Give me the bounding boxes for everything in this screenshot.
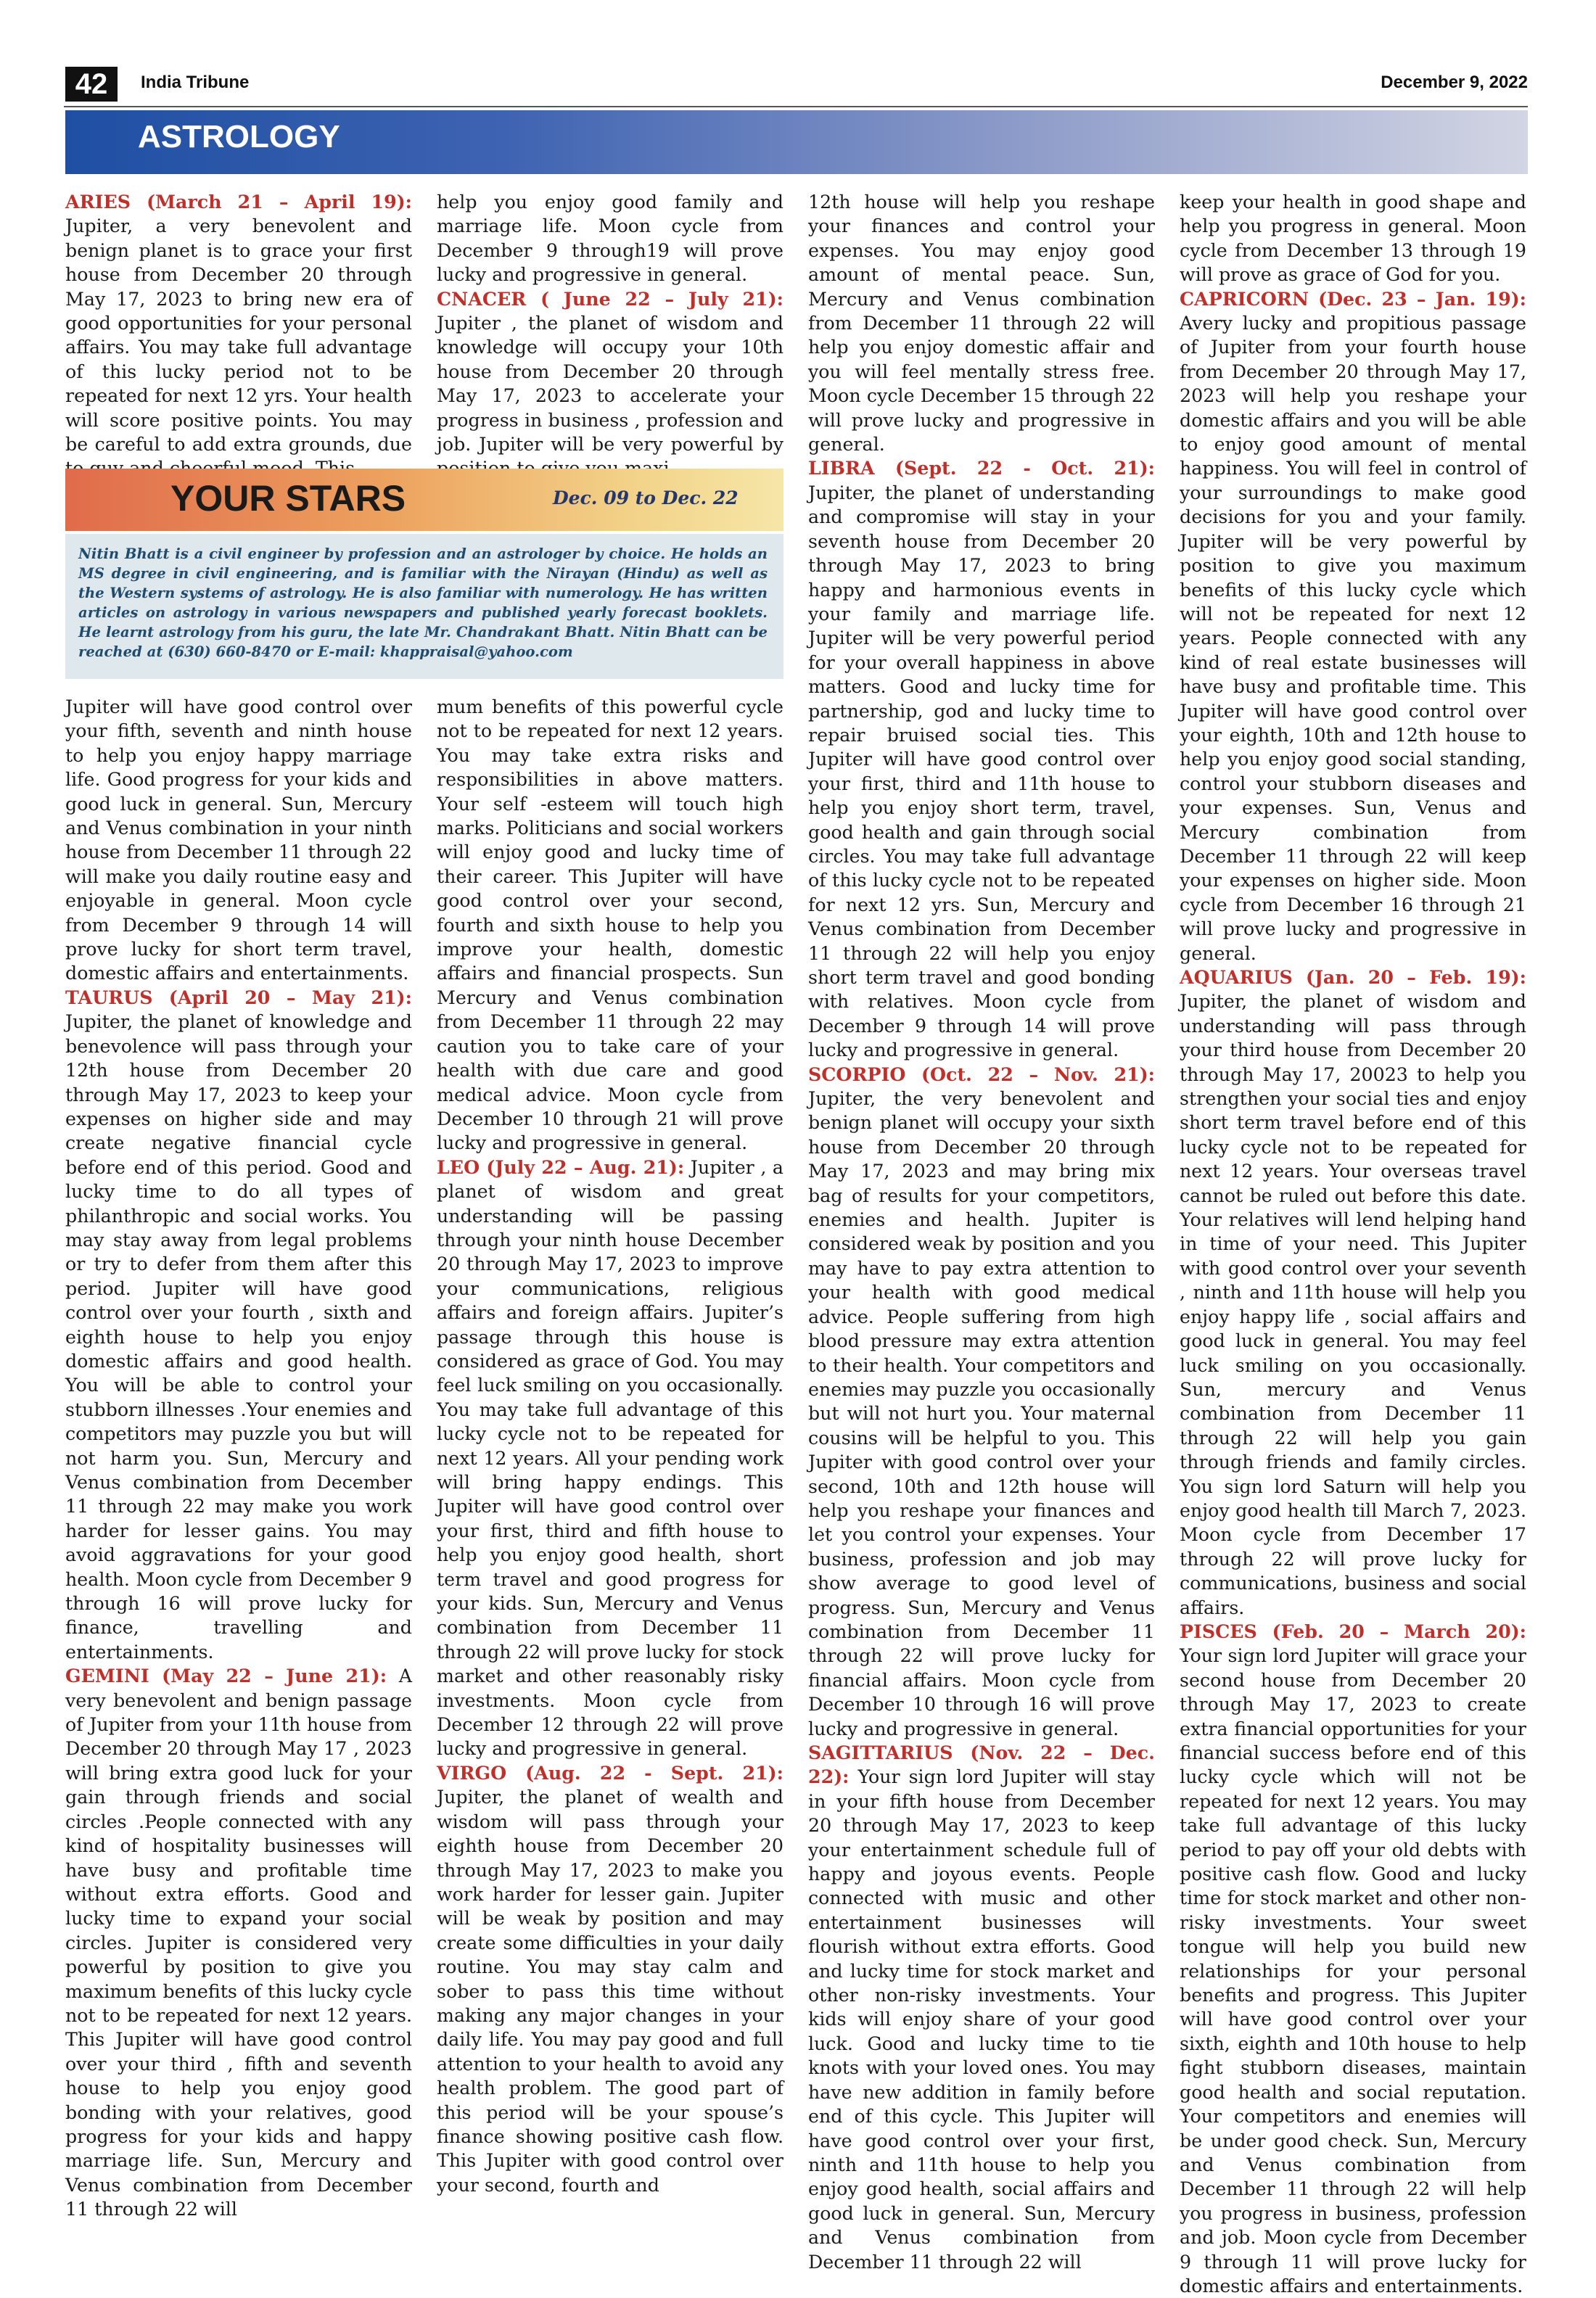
horoscope-text: help you enjoy good family and marriage life. Moon cycle from December 9 through19 will prove lucky and progressive in general. xyxy=(437,192,783,286)
sign-heading: GEMINI (May 22 – June 21): xyxy=(65,1665,387,1687)
horoscope-text: Jupiter, the very benevolent and benign planet will occupy your sixth house from December 20 through May 17, 2023 and may bring mix bag of results for your competitors, enemies and health. Jupiter is considered weak by position and you may have to pay extra attention to your health with good medical advice. People suffering from high blood pressure may extra attention to their health. Your competitors and enemies may puzzle you occasionally but will not hurt you. Your maternal cousins will be helpful to you. This Jupiter with good control over your second, 10th and 12th house will help you reshape your finances and let you control your expenses. Your business, profession and job may show average to good level of progress. Sun, Mercury and Venus combination from December 11 through 22 will prove lucky for financial affairs. Moon cycle from December 10 through 16 will prove lucky and progressive in general. xyxy=(808,1088,1155,1739)
author-bio-text: Nitin Bhatt is a civil engineer by profession and an astrologer by choice. He holds an MS degree in civil engineering, and is familiar with the Nirayan (Hindu) as well as the Western systems of astrology. He is also familiar with numerology. He has written articles on astrology in various newspapers and published yearly forecast booklets. He learnt astrology from his guru, the late Mr. Chandrakant Bhatt. Nitin Bhatt can be reached at (630) 660-8470 or E-mail: khappraisal@yahoo.com xyxy=(78,545,768,660)
horoscope-text: Jupiter, the planet of knowledge and benevolence will pass through your 12th house from December 20 through May 17, 2023 to keep your expenses on higher side and may create negative financial cycle before end of this period. Good and lucky time to do all types of philanthropic and social works. You may stay away from legal problems or try to defer from them after this period. Jupiter will have good control over your fourth , sixth and eighth house to help you enjoy domestic affairs and good health. You will be able to control your stubborn illnesses .Your enemies and competitors may puzzle you but will not harm you. Sun, Mercury and Venus combination from December 11 through 22 may make you work harder for lesser gains. You may avoid aggravations for your good health. Moon cycle from December 9 through 16 will prove lucky for finance, travelling and entertainments. xyxy=(65,1011,412,1663)
horoscope-text: Jupiter, the planet of wisdom and understanding will pass through your third house from December 20 through May 17, 20023 to help you strengthen your social ties and enjoy short term travel before end of this lucky cycle not to be repeated for next 12 years. Your overseas travel cannot be ruled out before this date. Your relatives will lend helping hand in time of your need. This Jupiter with good control over your seventh , ninth and 11th house will help you enjoy happy life , social affairs and good luck in general. You may feel luck smiling on you occasionally. Sun, mercury and Venus combination from December 11 through 22 will help you gain through friends and family circles. You sign lord Saturn will help you enjoy good health till March 7, 2023. Moon cycle from December 17 through 22 will prove lucky for communications, business and social affairs. xyxy=(1180,991,1526,1618)
horoscope-text: Jupiter, the planet of understanding and compromise will stay in your seventh house from December 20 through May 17, 2023 to bring happy and harmonious events in your family and marriage life. Jupiter will be very powerful period for your overall happiness in above matters. Good and lucky time for partnership, god and lucky time to repair bruised social ties. This Jupiter will have good control over your first, third and 11th house to help you enjoy short term, travel, good health and gain through social circles. You may take full advantage of this lucky cycle not to be repeated for next 12 yrs. Sun, Mercury and Venus combination from December 11 through 22 will help you enjoy short term travel and good bonding with relatives. Moon cycle from December 9 through 14 will prove lucky and progressive in general. xyxy=(808,482,1155,1061)
column-1 xyxy=(65,695,412,2222)
horoscope-text: Your sign lord Jupiter will grace your second house from December 20 through May 17, 2023 to create extra financial opportunities for your financial success before end of this lucky cycle which will not be repeated for next 12 years. You may take full advantage of this lucky period to pay off your old debts with positive cash flow. Good and lucky time for stock market and other non-risky investments. Your sweet tongue will help you build new relationships for your personal benefits and progress. This Jupiter will have good control over your sixth, eighth and 10th house to help fight stubborn diseases, maintain good health and social reputation. Your competitors and enemies will be under good check. Sun, Mercury and Venus combination from December 11 through 22 will help you progress in business, profession and job. Moon cycle from December 9 through 11 will prove lucky for domestic affairs and entertainments. xyxy=(1180,1645,1526,2297)
horoscope-paragraph xyxy=(1180,190,1526,287)
sign-heading: VIRGO (Aug. 22 - Sept. 21): xyxy=(437,1761,783,1784)
horoscope-paragraph xyxy=(437,190,783,287)
header-rule xyxy=(64,106,1528,107)
column-4 xyxy=(1180,190,1526,2298)
your-stars-dates: Dec. 09 to Dec. 22 xyxy=(553,487,739,508)
sign-heading: CNACER ( June 22 – July 21): xyxy=(437,287,783,310)
sign-heading: CAPRICORN (Dec. 23 – Jan. 19): xyxy=(1180,287,1526,310)
sign-heading: SAGITTARIUS (Nov. 22 – Dec. 22): xyxy=(808,1742,1155,1788)
horoscope-paragraph xyxy=(65,190,412,481)
horoscope-text: Jupiter will have good control over your fifth, seventh and ninth house to help you enjoy happy marriage life. Good progress for your kids and good luck in general. Sun, Mercury and Venus combination in your ninth house from December 11 through 22 will make you daily routine easy and enjoyable in general. Moon cycle from December 9 through 14 will prove lucky for short term travel, domestic affairs and entertainments. xyxy=(65,696,412,984)
horoscope-paragraph xyxy=(808,456,1155,1062)
page-header xyxy=(65,67,1528,102)
horoscope-text: mum benefits of this powerful cycle not to be repeated for next 12 years. You may take extra risks and responsibilities in above matters. Your self -esteem will touch high marks. Politicians and social workers will enjoy good and lucky time of their career. This Jupiter will have good control over your second, fourth and sixth house to help you improve your health, domestic affairs and financial prospects. Sun Mercury and Venus combination from December 11 through 22 may caution you to take care of your health with due care and good medical advice. Moon cycle from December 10 through 21 will prove lucky and progressive in general. xyxy=(437,696,783,1154)
horoscope-paragraph xyxy=(437,287,783,481)
publication-name: India Tribune xyxy=(141,73,250,92)
author-bio xyxy=(65,534,783,679)
horoscope-paragraph xyxy=(808,1741,1155,2274)
horoscope-paragraph xyxy=(65,986,412,1664)
column-3 xyxy=(808,190,1155,2274)
horoscope-text: Jupiter, the planet of wealth and wisdom will pass through your eighth house from December 20 through May 17, 2023 to make you work harder for lesser gain. Jupiter will be weak by position and may create some difficulties in your daily routine. You may stay calm and sober to pass this time without making any major changes in your daily life. You may pay good and full attention to your health to avoid any health problem. The good part of this period will be your spouse’s finance showing positive cash flow. This Jupiter with good control over your second, fourth and xyxy=(437,1787,783,2196)
horoscope-text: keep your health in good shape and help you progress in general. Moon cycle from December 13 through 19 will prove as grace of God for you. xyxy=(1180,192,1526,286)
horoscope-paragraph xyxy=(437,1761,783,2197)
your-stars-title: YOUR STARS xyxy=(170,478,406,519)
column-2 xyxy=(437,695,783,2197)
sign-heading: AQUARIUS (Jan. 20 – Feb. 19): xyxy=(1180,966,1526,988)
page-number: 42 xyxy=(65,67,118,102)
horoscope-text: Avery lucky and propitious passage of Jupiter from your fourth house from December 20 through May 17, 2023 will help you reshape your domestic affairs and you will be able to enjoy good amount of mental happiness. You will feel in control of your surroundings to make good decisions for you and your family. Jupiter will be very powerful by position to give you maximum benefits of this lucky cycle which will not be repeated for next 12 years. People connected with any kind of real estate businesses will have busy and profitable time. This Jupiter will have good control over your eighth, 10th and 12th house to help you enjoy good social standing, control your stubborn diseases and your expenses. Sun, Venus and Mercury combination from December 11 through 22 will keep your expenses on higher side. Moon cycle from December 16 through 21 will prove lucky and progressive in general. xyxy=(1180,313,1526,964)
horoscope-text: Jupiter , a planet of wisdom and great understanding will be passing through your ninth house December 20 through May 17, 2023 to improve your communications, religious affairs and foreign affairs. Jupiter’s passage through this house is considered as grace of God. You may feel luck smiling on you occasionally. You may take full advantage of this lucky cycle not to be repeated for next 12 years. All your pending work will bring happy endings. This Jupiter will have good control over your first, third and fifth house to help you enjoy good health, short term travel and good progress for your kids. Sun, Mercury and Venus combination from December 11 through 22 will prove lucky for stock market and other reasonably risky investments. Moon cycle from December 12 through 22 will prove lucky and progressive in general. xyxy=(437,1156,783,1760)
horoscope-text: Jupiter , the planet of wisdom and knowledge will occupy your 10th house from December 20 through May 17, 2023 to accelerate your progress in business , profession and job. Jupiter will be very powerful by xyxy=(437,313,783,456)
horoscope-text: Jupiter, a very benevolent and benign planet is to grace your first house from December 20 through May 17, 2023 to bring new era of good opportunities for your personal affairs. You may take full advantage of this lucky period not to be repeated for next 12 yrs. Your health will score positive points. You may be careful to add extra grounds, due xyxy=(65,215,412,456)
column-2-top xyxy=(437,190,783,481)
horoscope-paragraph xyxy=(65,695,412,986)
horoscope-text: Your sign lord Jupiter will stay in your fifth house from December 20 through May 17, 2023 to keep your entertainment schedule full of happy and joyous events. People connected with music and other entertainment businesses will flourish without extra efforts. Good and lucky time for stock market and other non-risky investments. Your kids will enjoy share of your good luck. Good and lucky time to tie knots with your loved ones. You may have new addition in family before end of this cycle. This Jupiter will have good control over your first, ninth and 11th house to help you enjoy good health, social affairs and good luck in general. Sun, Mercury and Venus combination from December 11 through 22 will xyxy=(808,1766,1155,2273)
horoscope-paragraph xyxy=(437,1156,783,1761)
sign-heading: LEO (July 22 – Aug. 21): xyxy=(437,1156,685,1178)
horoscope-paragraph xyxy=(1180,1620,1526,2298)
horoscope-paragraph xyxy=(808,1063,1155,1741)
sign-heading: LIBRA (Sept. 22 - Oct. 21): xyxy=(808,457,1155,479)
sign-heading: SCORPIO (Oct. 22 – Nov. 21): xyxy=(808,1063,1155,1085)
horoscope-text: A very benevolent and benign passage of Jupiter from your 11th house from December 20 through May 17 , 2023 will bring extra good luck for your gain through friends and social circles .People connected with any kind of hospitality businesses will have busy and profitable time without extra efforts. Good and lucky time to expand your social circles. Jupiter is considered very powerful by position to give you maximum benefits of this lucky cycle not to be repeated for next 12 years. This Jupiter will have good control over your third , fifth and seventh house to help you enjoy good bonding with your relatives, good progress for your kids and happy marriage life. Sun, Mercury and Venus combination from December 11 through 22 will xyxy=(65,1665,413,2220)
your-stars-banner xyxy=(65,469,783,531)
column-1-top xyxy=(65,190,412,481)
sign-heading: TAURUS (April 20 – May 21): xyxy=(65,986,412,1008)
horoscope-paragraph xyxy=(808,190,1155,456)
sign-heading: PISCES (Feb. 20 – March 20): xyxy=(1180,1620,1526,1642)
section-banner xyxy=(65,110,1528,174)
horoscope-paragraph xyxy=(1180,965,1526,1620)
section-title: ASTROLOGY xyxy=(138,119,340,155)
horoscope-text: 12th house will help you reshape your finances and control your expenses. You may enjoy good amount of mental peace. Sun, Mercury and Venus combination from December 11 through 22 will help you enjoy domestic affair and you will feel mentally stress free. Moon cycle December 15 through 22 will prove lucky and progressive in general. xyxy=(808,192,1155,456)
issue-date: December 9, 2022 xyxy=(1381,73,1528,92)
horoscope-paragraph xyxy=(65,1664,412,2221)
horoscope-paragraph xyxy=(437,695,783,1156)
sign-heading: ARIES (March 21 – April 19): xyxy=(65,191,412,213)
horoscope-paragraph xyxy=(1180,287,1526,965)
